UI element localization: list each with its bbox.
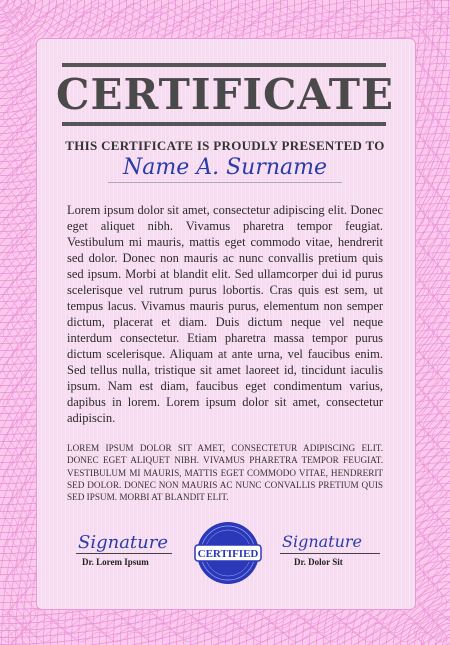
signature-left-line [76, 553, 172, 554]
title-top-bar [62, 63, 386, 67]
fine-print: LOREM IPSUM DOLOR SIT AMET, CONSECTETUR ADIPISCING ELIT. DONEC EGET ALIQUET NIBH. VIVAMUS PHARETRA TEMPOR FEUGIAT. VESTIBULUM MI MAURIS, MATTIS EGET COMMODO VITAE, HENDRERIT SED DOLOR. DONEC NON MAURIS AC NUNC CONVALLIS PRETIUM QUIS SED IPSUM. MORBI AT BLANDIT ELIT. [67, 443, 383, 503]
signature-right-script: Signature [282, 532, 363, 551]
certificate-title: CERTIFICATE [56, 70, 394, 119]
signature-right-line [280, 553, 380, 554]
title-bottom-bar [62, 122, 386, 126]
name-underline [108, 182, 342, 183]
recipient-name: Name A. Surname [122, 155, 328, 180]
seal-text: CERTIFIED [197, 548, 259, 560]
body-text: Lorem ipsum dolor sit amet, consectetur adipiscing elit. Donec eget aliquet nibh. Vivamus pharetra tempor feugiat. Vestibulum mi mauris, mattis eget commodo vitae, hendrerit sed dolor. Donec non mauris ac nunc convallis pretium quis sed ipsum. Morbi at blandit elit. Sed ullamcorper dui id purus scelerisque vel rutrum purus lobortis. Cras quis est sem, ut tempus lacus. Vivamus mauris purus, elementum non semper dictum, placerat et diam. Duis dictum neque vel neque interdum consectetur. Etiam pharetra massa tempor purus dictum scelerisque. Aliquam at ante urna, vel faucibus enim. Sed tellus nulla, tristique sit amet laoreet id, tincidunt iaculis ipsum. Nam est diam, faucibus eget condimentum varius, dapibus in lorem. Lorem ipsum dolor sit amet, consectetur adipiscin. [67, 203, 383, 425]
certified-seal-icon [193, 518, 263, 588]
signature-left-name: Dr. Lorem Ipsum [82, 557, 149, 567]
signature-right-name: Dr. Dolor Sit [294, 557, 343, 567]
signature-left-script: Signature [78, 532, 169, 553]
presented-line: THIS CERTIFICATE IS PROUDLY PRESENTED TO [65, 138, 385, 153]
